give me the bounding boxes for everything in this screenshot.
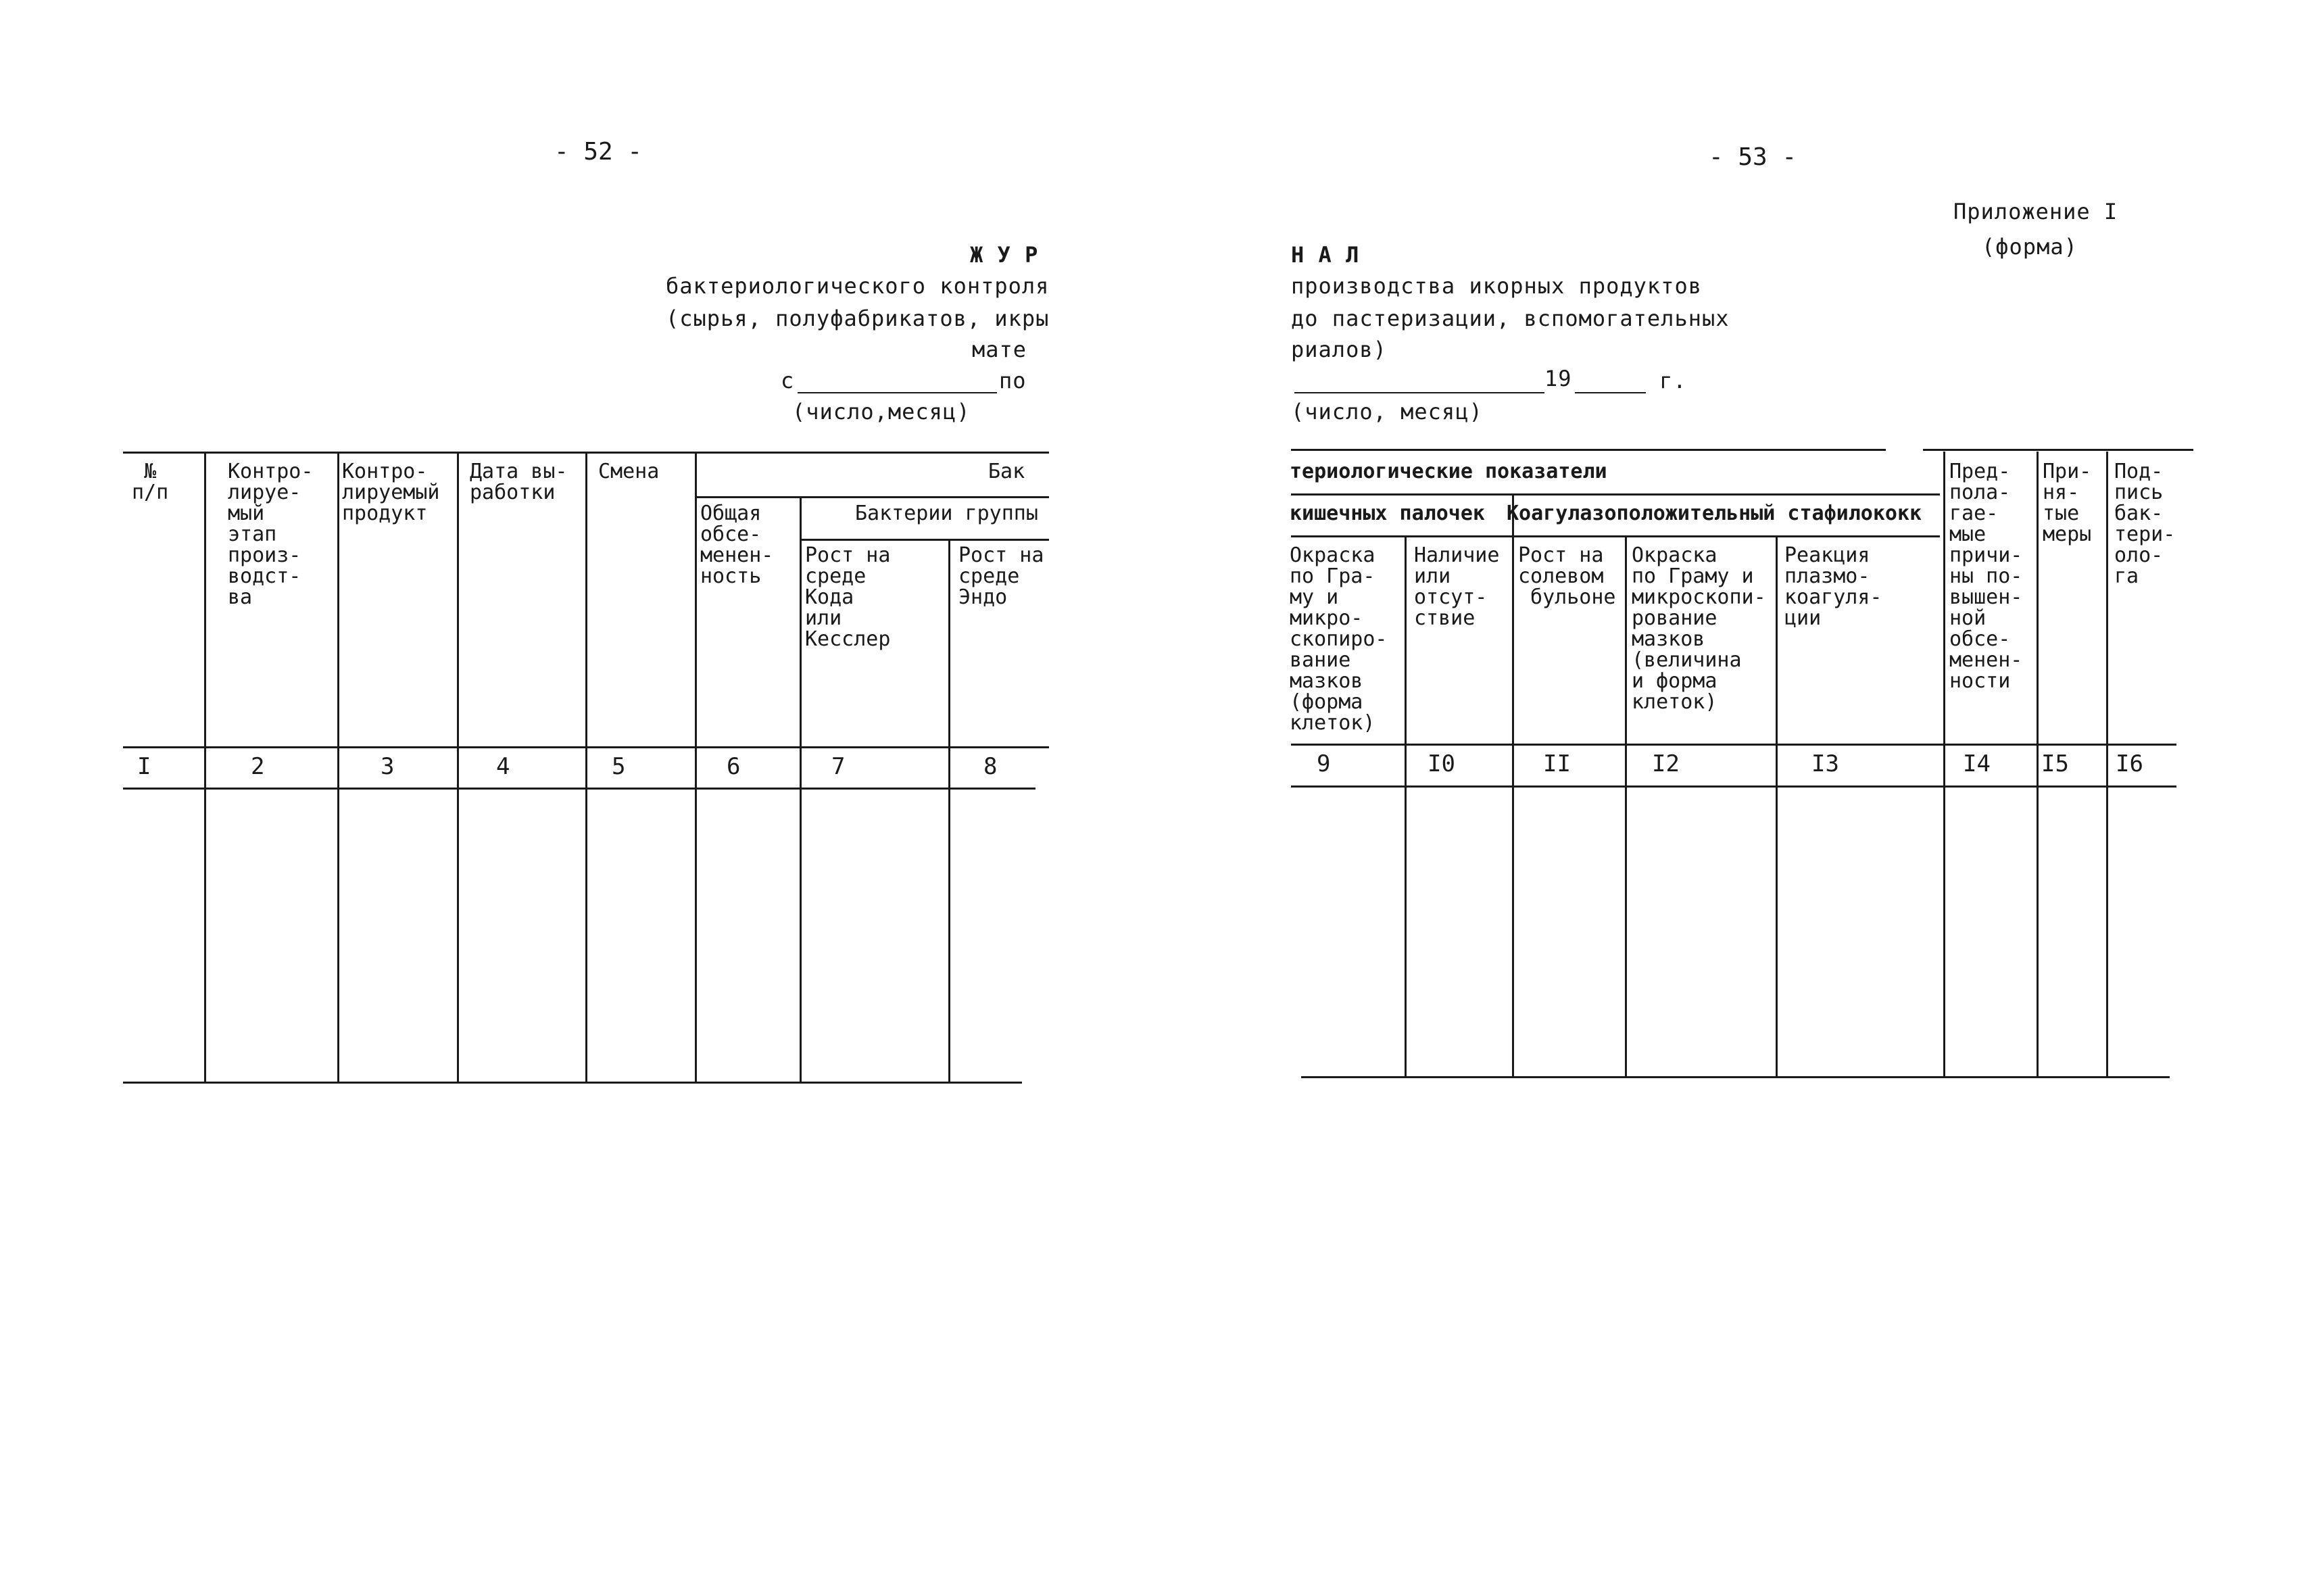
col-number-1: I (137, 753, 151, 780)
title-line3-left: (сырья, полуфабрикатов, икры (666, 306, 1050, 331)
title-part-right: Н А Л (1291, 242, 1360, 268)
left-col-divider-5 (695, 452, 697, 1082)
col-header-gram-microscopy: Окраска по Граму и микроскопи- рование мазков (величина и форма клеток) (1632, 543, 1766, 714)
title-line2-left: бактериологического контроля (666, 273, 1050, 299)
col-header-salt-broth: Рост на солевом бульоне (1518, 543, 1616, 609)
col-number-16: I6 (2116, 750, 2143, 777)
col-header-growth-endo: Рост на среде Эндо (958, 543, 1044, 609)
right-numbers-bottom-rule (1291, 785, 2176, 788)
left-bak-rule (695, 496, 1049, 498)
group-header-bact-left: Бак (988, 460, 1025, 483)
right-col-divider-13-14 (1943, 452, 1945, 1076)
title-line3-right: до пастеризации, вспомогательных (1291, 306, 1730, 331)
appendix-label: Приложение I (1953, 199, 2118, 224)
title-line4-right: риалов) (1291, 337, 1387, 362)
group-header-intestinal-rods: кишечных палочек (1290, 502, 1485, 525)
right-top-rule-1 (1291, 449, 1886, 451)
group-header-bact-right: териологические показатели (1290, 460, 1607, 483)
year-suffix: г. (1659, 368, 1687, 393)
right-table-bottom-rule (1301, 1076, 2170, 1078)
col-number-6: 6 (727, 753, 741, 780)
date-caption-right: (число, месяц) (1291, 399, 1483, 425)
left-group-rule (800, 539, 1049, 541)
col-header-gram-stain: Окраска по Гра- му и микро- скопиро- вание мазков (форма клеток) (1290, 543, 1388, 735)
year-underline (1575, 392, 1646, 393)
col-number-3: 3 (381, 753, 395, 780)
col-number-15: I5 (2041, 750, 2069, 777)
right-subgroup-rule (1291, 535, 1940, 537)
col-number-12: I2 (1652, 750, 1680, 777)
col-header-controlled-product: Контро- лируемый продукт (342, 460, 440, 525)
col-number-14: I4 (1963, 750, 1991, 777)
col-header-production-date: Дата вы- работки (470, 460, 568, 504)
page-number-left: - 52 - (554, 138, 643, 166)
col-number-8: 8 (983, 753, 998, 780)
right-col-divider-11-12 (1625, 535, 1627, 1076)
col-number-5: 5 (612, 753, 626, 780)
col-number-4: 4 (496, 753, 510, 780)
col-header-plasmocoagulation: Реакция плазмо- коагуля- ции (1784, 543, 1882, 630)
right-col-divider-14-15 (2037, 452, 2039, 1076)
left-col-divider-7 (948, 539, 950, 1082)
left-numbers-bottom-rule (123, 788, 1035, 790)
col-header-shift: Смена (598, 460, 660, 483)
col-number-10: I0 (1428, 750, 1455, 777)
col-header-total-contamination: Общая обсе- менен- ность (700, 502, 774, 588)
col-header-presence: Наличие или отсут- ствие (1414, 543, 1500, 630)
col-header-growth-koda: Рост на среде Кода или Кесслер (805, 543, 891, 651)
date-from-label: с (781, 368, 795, 393)
col-header-bacteriologist-signature: Под- пись бак- тери- оло- га (2114, 460, 2176, 588)
col-number-11: II (1543, 750, 1571, 777)
col-number-13: I3 (1811, 750, 1839, 777)
left-col-divider-2 (337, 452, 339, 1082)
right-col-divider-9-10 (1405, 535, 1407, 1076)
right-group-rule-1 (1291, 493, 1940, 495)
year-label: 19 (1544, 366, 1572, 391)
left-col-divider-3 (457, 452, 459, 1082)
title-line2-right: производства икорных продуктов (1291, 273, 1702, 299)
col-number-9: 9 (1317, 750, 1331, 777)
left-col-divider-4 (585, 452, 587, 1082)
group-header-bacteria-group: Бактерии группы (855, 502, 1038, 525)
col-header-measures-taken: При- ня- тые меры (2043, 460, 2092, 546)
col-number-2: 2 (251, 753, 265, 780)
right-col-divider-10-11 (1512, 493, 1514, 1076)
date-to-underline (1294, 392, 1544, 393)
col-header-controlled-stage: Контро- лируе- мый этап произ- водст- ва (228, 460, 314, 609)
right-top-rule-2 (1923, 449, 2193, 451)
date-to-label: по (999, 368, 1027, 393)
appendix-form: (форма) (1982, 234, 2078, 260)
col-header-suspected-causes: Пред- пола- гае- мые причи- ны по- вышен- ной обсе- менен- ности (1949, 460, 2023, 693)
col-number-7: 7 (831, 753, 846, 780)
title-line4-left: мате (972, 337, 1027, 362)
date-caption-left: (число,месяц) (792, 399, 971, 425)
title-part-left: Ж У Р (970, 242, 1039, 268)
left-col-divider-6 (800, 496, 802, 1082)
left-col-divider-1 (204, 452, 206, 1082)
date-from-underline (798, 392, 997, 393)
col-header-number: № п/п (132, 460, 169, 504)
left-table-bottom-rule (123, 1082, 1022, 1084)
right-col-divider-12-13 (1776, 535, 1778, 1076)
right-col-divider-15-16 (2106, 452, 2108, 1076)
right-header-bottom-rule (1291, 744, 2176, 746)
page-number-right: - 53 - (1709, 143, 1797, 171)
group-header-staph: Коагулазоположительный стафилококк (1507, 502, 1922, 525)
